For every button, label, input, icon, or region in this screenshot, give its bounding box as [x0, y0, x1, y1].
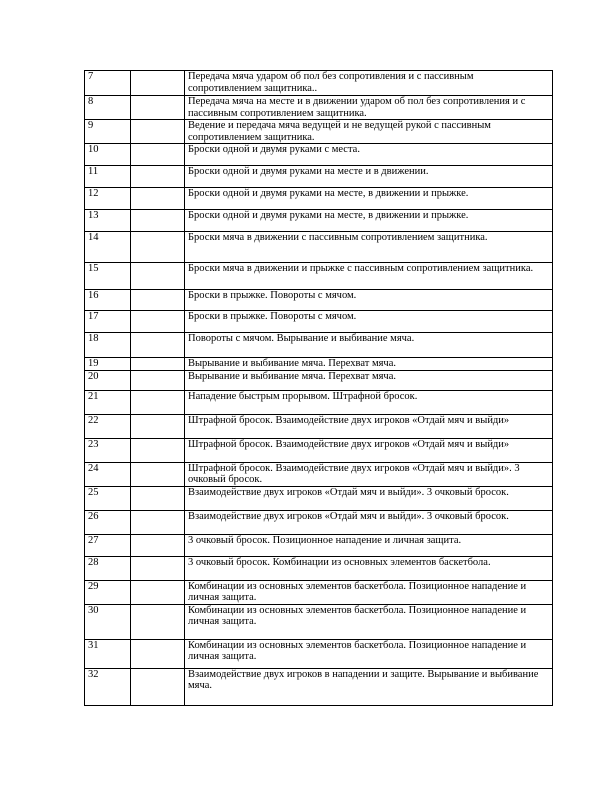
table-row: [85, 120, 553, 144]
table-row: [85, 668, 553, 705]
table-row: [85, 370, 553, 390]
lesson-number: 14: [85, 232, 131, 263]
table-row: [85, 358, 553, 371]
blank-cell: [131, 96, 185, 120]
lesson-topic: Броски в прыжке. Повороты с мячом.: [185, 290, 553, 311]
table-row: [85, 438, 553, 462]
lesson-number: 29: [85, 580, 131, 604]
lesson-number: 28: [85, 556, 131, 580]
table-row: [85, 311, 553, 333]
lesson-topic: Штрафной бросок. Взаимодействие двух игроков «Отдай мяч и выйди». 3 очковый бросок.: [185, 462, 553, 486]
table-row: [85, 510, 553, 534]
lesson-topic: Ведение и передача мяча ведущей и не ведущей рукой с пассивным сопротивлением защитника.: [185, 120, 553, 144]
lesson-number: 22: [85, 414, 131, 438]
blank-cell: [131, 370, 185, 390]
lesson-number: 17: [85, 311, 131, 333]
lesson-topic: Вырывание и выбивание мяча. Перехват мяча.: [185, 370, 553, 390]
blank-cell: [131, 534, 185, 556]
blank-cell: [131, 290, 185, 311]
lesson-topic: Броски одной и двумя руками на месте, в движении и прыжке.: [185, 188, 553, 210]
blank-cell: [131, 639, 185, 668]
blank-cell: [131, 438, 185, 462]
lesson-number: 11: [85, 166, 131, 188]
table-row: [85, 96, 553, 120]
blank-cell: [131, 166, 185, 188]
table-row: [85, 639, 553, 668]
table-row: [85, 556, 553, 580]
table-row: [85, 210, 553, 232]
blank-cell: [131, 120, 185, 144]
table-row: [85, 462, 553, 486]
table-row: [85, 144, 553, 166]
blank-cell: [131, 462, 185, 486]
lesson-plan-table: [84, 70, 553, 706]
lesson-topic: Комбинации из основных элементов баскетбола. Позиционное нападение и личная защита.: [185, 639, 553, 668]
lesson-topic: Повороты с мячом. Вырывание и выбивание мяча.: [185, 333, 553, 358]
blank-cell: [131, 210, 185, 232]
lesson-topic: Взаимодействие двух игроков «Отдай мяч и выйди». 3 очковый бросок.: [185, 510, 553, 534]
table-row: [85, 604, 553, 639]
lesson-number: 21: [85, 390, 131, 414]
table-row: [85, 166, 553, 188]
lesson-number: 7: [85, 71, 131, 96]
table-row: [85, 390, 553, 414]
lesson-number: 8: [85, 96, 131, 120]
lesson-number: 15: [85, 263, 131, 290]
lesson-topic: Броски мяча в движении с пассивным сопротивлением защитника.: [185, 232, 553, 263]
blank-cell: [131, 358, 185, 371]
lesson-topic: Взаимодействие двух игроков «Отдай мяч и выйди». 3 очковый бросок.: [185, 486, 553, 510]
blank-cell: [131, 414, 185, 438]
lesson-number: 23: [85, 438, 131, 462]
lesson-number: 13: [85, 210, 131, 232]
blank-cell: [131, 390, 185, 414]
table-row: [85, 263, 553, 290]
blank-cell: [131, 486, 185, 510]
lesson-topic: Взаимодействие двух игроков в нападении и защите. Вырывание и выбивание мяча.: [185, 668, 553, 705]
lesson-topic: Передача мяча на месте и в движении ударом об пол без сопротивления и с пассивным сопротивлением защитника.: [185, 96, 553, 120]
blank-cell: [131, 556, 185, 580]
lesson-topic: Комбинации из основных элементов баскетбола. Позиционное нападение и личная защита.: [185, 604, 553, 639]
table-row: [85, 188, 553, 210]
lesson-topic: Передача мяча ударом об пол без сопротивления и с пассивным сопротивлением защитника..: [185, 71, 553, 96]
table-row: [85, 580, 553, 604]
lesson-topic: Броски одной и двумя руками с места.: [185, 144, 553, 166]
lesson-number: 31: [85, 639, 131, 668]
lesson-number: 16: [85, 290, 131, 311]
blank-cell: [131, 71, 185, 96]
lesson-number: 25: [85, 486, 131, 510]
lesson-topic: Штрафной бросок. Взаимодействие двух игроков «Отдай мяч и выйди»: [185, 438, 553, 462]
table-row: [85, 414, 553, 438]
blank-cell: [131, 510, 185, 534]
lesson-number: 18: [85, 333, 131, 358]
lesson-number: 26: [85, 510, 131, 534]
table-row: [85, 333, 553, 358]
blank-cell: [131, 333, 185, 358]
blank-cell: [131, 580, 185, 604]
lesson-number: 24: [85, 462, 131, 486]
blank-cell: [131, 668, 185, 705]
lesson-topic: Броски одной и двумя руками на месте и в движении.: [185, 166, 553, 188]
lesson-number: 9: [85, 120, 131, 144]
lesson-number: 10: [85, 144, 131, 166]
lesson-number: 20: [85, 370, 131, 390]
lesson-topic: Нападение быстрым прорывом. Штрафной бросок.: [185, 390, 553, 414]
table-row: [85, 71, 553, 96]
blank-cell: [131, 604, 185, 639]
lesson-topic: Броски одной и двумя руками на месте, в движении и прыжке.: [185, 210, 553, 232]
blank-cell: [131, 311, 185, 333]
table-row: [85, 486, 553, 510]
table-row: [85, 290, 553, 311]
lesson-topic: Вырывание и выбивание мяча. Перехват мяча.: [185, 358, 553, 371]
lesson-number: 19: [85, 358, 131, 371]
lesson-topic: Штрафной бросок. Взаимодействие двух игроков «Отдай мяч и выйди»: [185, 414, 553, 438]
lesson-topic: 3 очковый бросок. Позиционное нападение и личная защита.: [185, 534, 553, 556]
lesson-number: 30: [85, 604, 131, 639]
blank-cell: [131, 144, 185, 166]
lesson-topic: Комбинации из основных элементов баскетбола. Позиционное нападение и личная защита.: [185, 580, 553, 604]
blank-cell: [131, 263, 185, 290]
lesson-topic: Броски в прыжке. Повороты с мячом.: [185, 311, 553, 333]
table-row: [85, 534, 553, 556]
lesson-topic: 3 очковый бросок. Комбинации из основных элементов баскетбола.: [185, 556, 553, 580]
blank-cell: [131, 188, 185, 210]
lesson-number: 32: [85, 668, 131, 705]
lesson-number: 12: [85, 188, 131, 210]
lesson-number: 27: [85, 534, 131, 556]
table-row: [85, 232, 553, 263]
lesson-topic: Броски мяча в движении и прыжке с пассивным сопротивлением защитника.: [185, 263, 553, 290]
blank-cell: [131, 232, 185, 263]
